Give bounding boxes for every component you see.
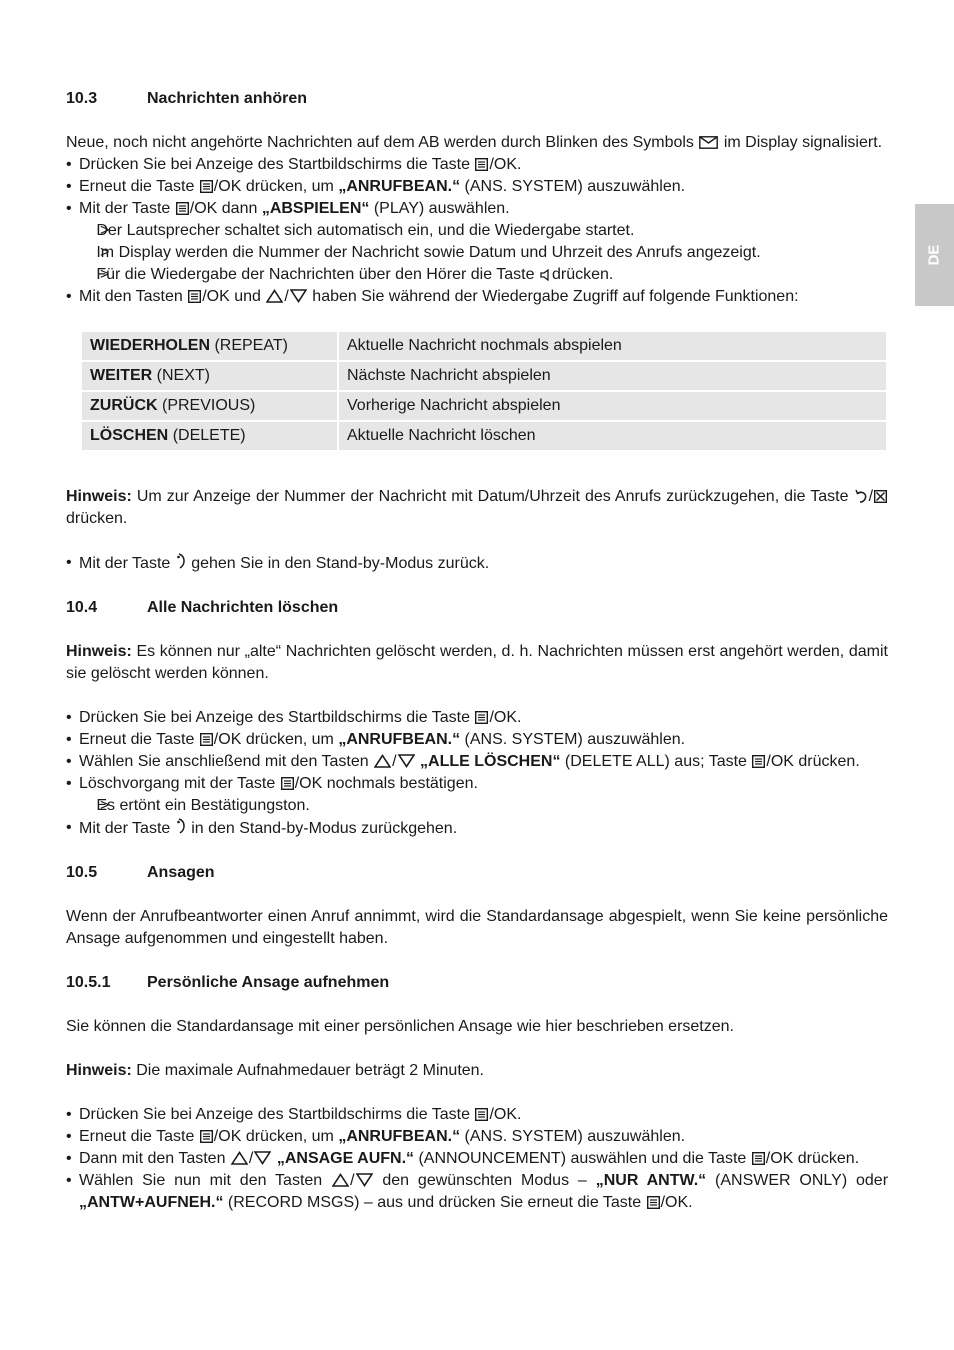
speaker-icon	[540, 269, 551, 281]
section-number: 10.4	[66, 599, 98, 616]
section-number: 10.5.1	[66, 974, 111, 991]
down-icon	[398, 754, 415, 768]
list-item: • Löschvorgang mit der Taste /OK nochmals bestätigen.	[66, 773, 888, 795]
steps-list	[66, 552, 888, 575]
section-title: Ansagen	[147, 864, 215, 881]
list-item: • Mit der Taste gehen Sie in den Stand-by-Modus zurück.	[66, 552, 888, 575]
table-cell: WEITER (NEXT)	[82, 362, 337, 390]
language-tab-label: DE	[925, 244, 943, 266]
section-heading-10-3	[66, 88, 888, 110]
table-cell: LÖSCHEN (DELETE)	[82, 422, 337, 450]
menu-icon	[188, 290, 201, 303]
table-cell: Aktuelle Nachricht nochmals abspielen	[339, 332, 886, 360]
menu-icon	[647, 1196, 660, 1209]
functions-table	[80, 330, 888, 452]
manual-page	[66, 88, 888, 1236]
down-icon	[290, 289, 307, 303]
body-paragraph: Sie können die Standardansage mit einer persönlichen Ansage wie hier beschrieben ersetzen.	[66, 1018, 734, 1035]
sub-item: > Für die Wiedergabe der Nachrichten über den Hörer die Taste drücken.	[66, 264, 888, 286]
hint-paragraph: Hinweis: Um zur Anzeige der Nummer der Nachricht mit Datum/Uhrzeit des Anrufs zurückzugehen, die Taste / drücken.	[66, 486, 888, 530]
down-icon	[254, 1151, 271, 1165]
menu-icon	[200, 180, 213, 193]
section-number: 10.3	[66, 90, 98, 107]
list-item: • Mit der Taste in den Stand-by-Modus zurückgehen.	[66, 817, 888, 840]
list-item: • Erneut die Taste /OK drücken, um „ANRUFBEAN.“ (ANS. SYSTEM) auszuwählen.	[66, 176, 888, 198]
intro-paragraph	[66, 132, 888, 154]
table-row	[82, 362, 886, 390]
sub-item: > Im Display werden die Nummer der Nachricht sowie Datum und Uhrzeit des Anrufs angezeigt.	[66, 242, 888, 264]
up-icon	[266, 289, 283, 303]
delete-icon	[874, 490, 887, 503]
list-item: • Drücken Sie bei Anzeige des Startbildschirms die Taste /OK.	[66, 707, 888, 729]
body-paragraph: Wenn der Anrufbeantworter einen Anruf annimmt, wird die Standardansage abgespielt, wenn Sie keine persönliche Ansage aufgenommen und eingestellt haben.	[66, 908, 888, 947]
section-title: Nachrichten anhören	[147, 90, 308, 107]
section-number: 10.5	[66, 864, 98, 881]
table-cell: ZURÜCK (PREVIOUS)	[82, 392, 337, 420]
list-item: • Wählen Sie anschließend mit den Tasten / „ALLE LÖSCHEN“ (DELETE ALL) aus; Taste /OK drücken.	[66, 751, 888, 773]
menu-icon	[475, 1108, 488, 1121]
envelope-icon	[699, 136, 718, 149]
menu-icon	[752, 1152, 765, 1165]
hint-paragraph: Hinweis: Die maximale Aufnahmedauer beträgt 2 Minuten.	[66, 1062, 484, 1079]
table-cell: Aktuelle Nachricht löschen	[339, 422, 886, 450]
end-call-icon	[176, 552, 186, 570]
back-icon	[855, 489, 868, 503]
section-title: Persönliche Ansage aufnehmen	[147, 974, 390, 991]
section-heading-10-5-1	[66, 972, 888, 994]
hint-paragraph: Hinweis: Es können nur „alte“ Nachrichten gelöscht werden, d. h. Nachrichten müssen erst angehört werden, damit sie gelöscht werden können.	[66, 643, 888, 682]
table-cell: Vorherige Nachricht abspielen	[339, 392, 886, 420]
up-icon	[231, 1151, 248, 1165]
table-cell: WIEDERHOLEN (REPEAT)	[82, 332, 337, 360]
menu-icon	[176, 202, 189, 215]
sub-item: > Der Lautsprecher schaltet sich automatisch ein, und die Wiedergabe startet.	[66, 220, 888, 242]
table-row	[82, 332, 886, 360]
list-item: • Mit den Tasten /OK und / haben Sie während der Wiedergabe Zugriff auf folgende Funktionen:	[66, 286, 888, 308]
list-item: • Drücken Sie bei Anzeige des Startbildschirms die Taste /OK.	[66, 1104, 888, 1126]
menu-icon	[281, 777, 294, 790]
section-heading-10-4	[66, 597, 888, 619]
text: Neue, noch nicht angehörte Nachrichten auf dem AB werden durch Blinken des Symbols	[66, 134, 694, 151]
sub-item: > Es ertönt ein Bestätigungston.	[66, 795, 888, 817]
list-item: • Dann mit den Tasten / „ANSAGE AUFN.“ (ANNOUNCEMENT) auswählen und die Taste /OK drücken.	[66, 1148, 888, 1170]
up-icon	[374, 754, 391, 768]
list-item: • Erneut die Taste /OK drücken, um „ANRUFBEAN.“ (ANS. SYSTEM) auszuwählen.	[66, 729, 888, 751]
language-tab	[915, 204, 954, 306]
table-row	[82, 392, 886, 420]
list-item: • Drücken Sie bei Anzeige des Startbildschirms die Taste /OK.	[66, 154, 888, 176]
list-item: • Mit der Taste /OK dann „ABSPIELEN“ (PLAY) auswählen.	[66, 198, 888, 220]
menu-icon	[475, 711, 488, 724]
menu-icon	[200, 733, 213, 746]
down-icon	[356, 1173, 373, 1187]
text: im Display signalisiert.	[723, 134, 883, 151]
menu-icon	[200, 1130, 213, 1143]
section-heading-10-5	[66, 862, 888, 884]
table-cell: Nächste Nachricht abspielen	[339, 362, 886, 390]
steps-list	[66, 154, 888, 308]
steps-list	[66, 1104, 888, 1214]
menu-icon	[475, 158, 488, 171]
section-title: Alle Nachrichten löschen	[147, 599, 339, 616]
table-row	[82, 422, 886, 450]
list-item: • Erneut die Taste /OK drücken, um „ANRUFBEAN.“ (ANS. SYSTEM) auszuwählen.	[66, 1126, 888, 1148]
steps-list	[66, 707, 888, 840]
end-call-icon	[176, 817, 186, 835]
up-icon	[332, 1173, 349, 1187]
list-item: • Wählen Sie nun mit den Tasten / den gewünschten Modus – „NUR ANTW.“ (ANSWER ONLY) oder „ANTW+AUFNEH.“ (RECORD MSGS) – aus und drücken Sie erneut die Taste /OK.	[66, 1170, 888, 1214]
menu-icon	[752, 755, 765, 768]
